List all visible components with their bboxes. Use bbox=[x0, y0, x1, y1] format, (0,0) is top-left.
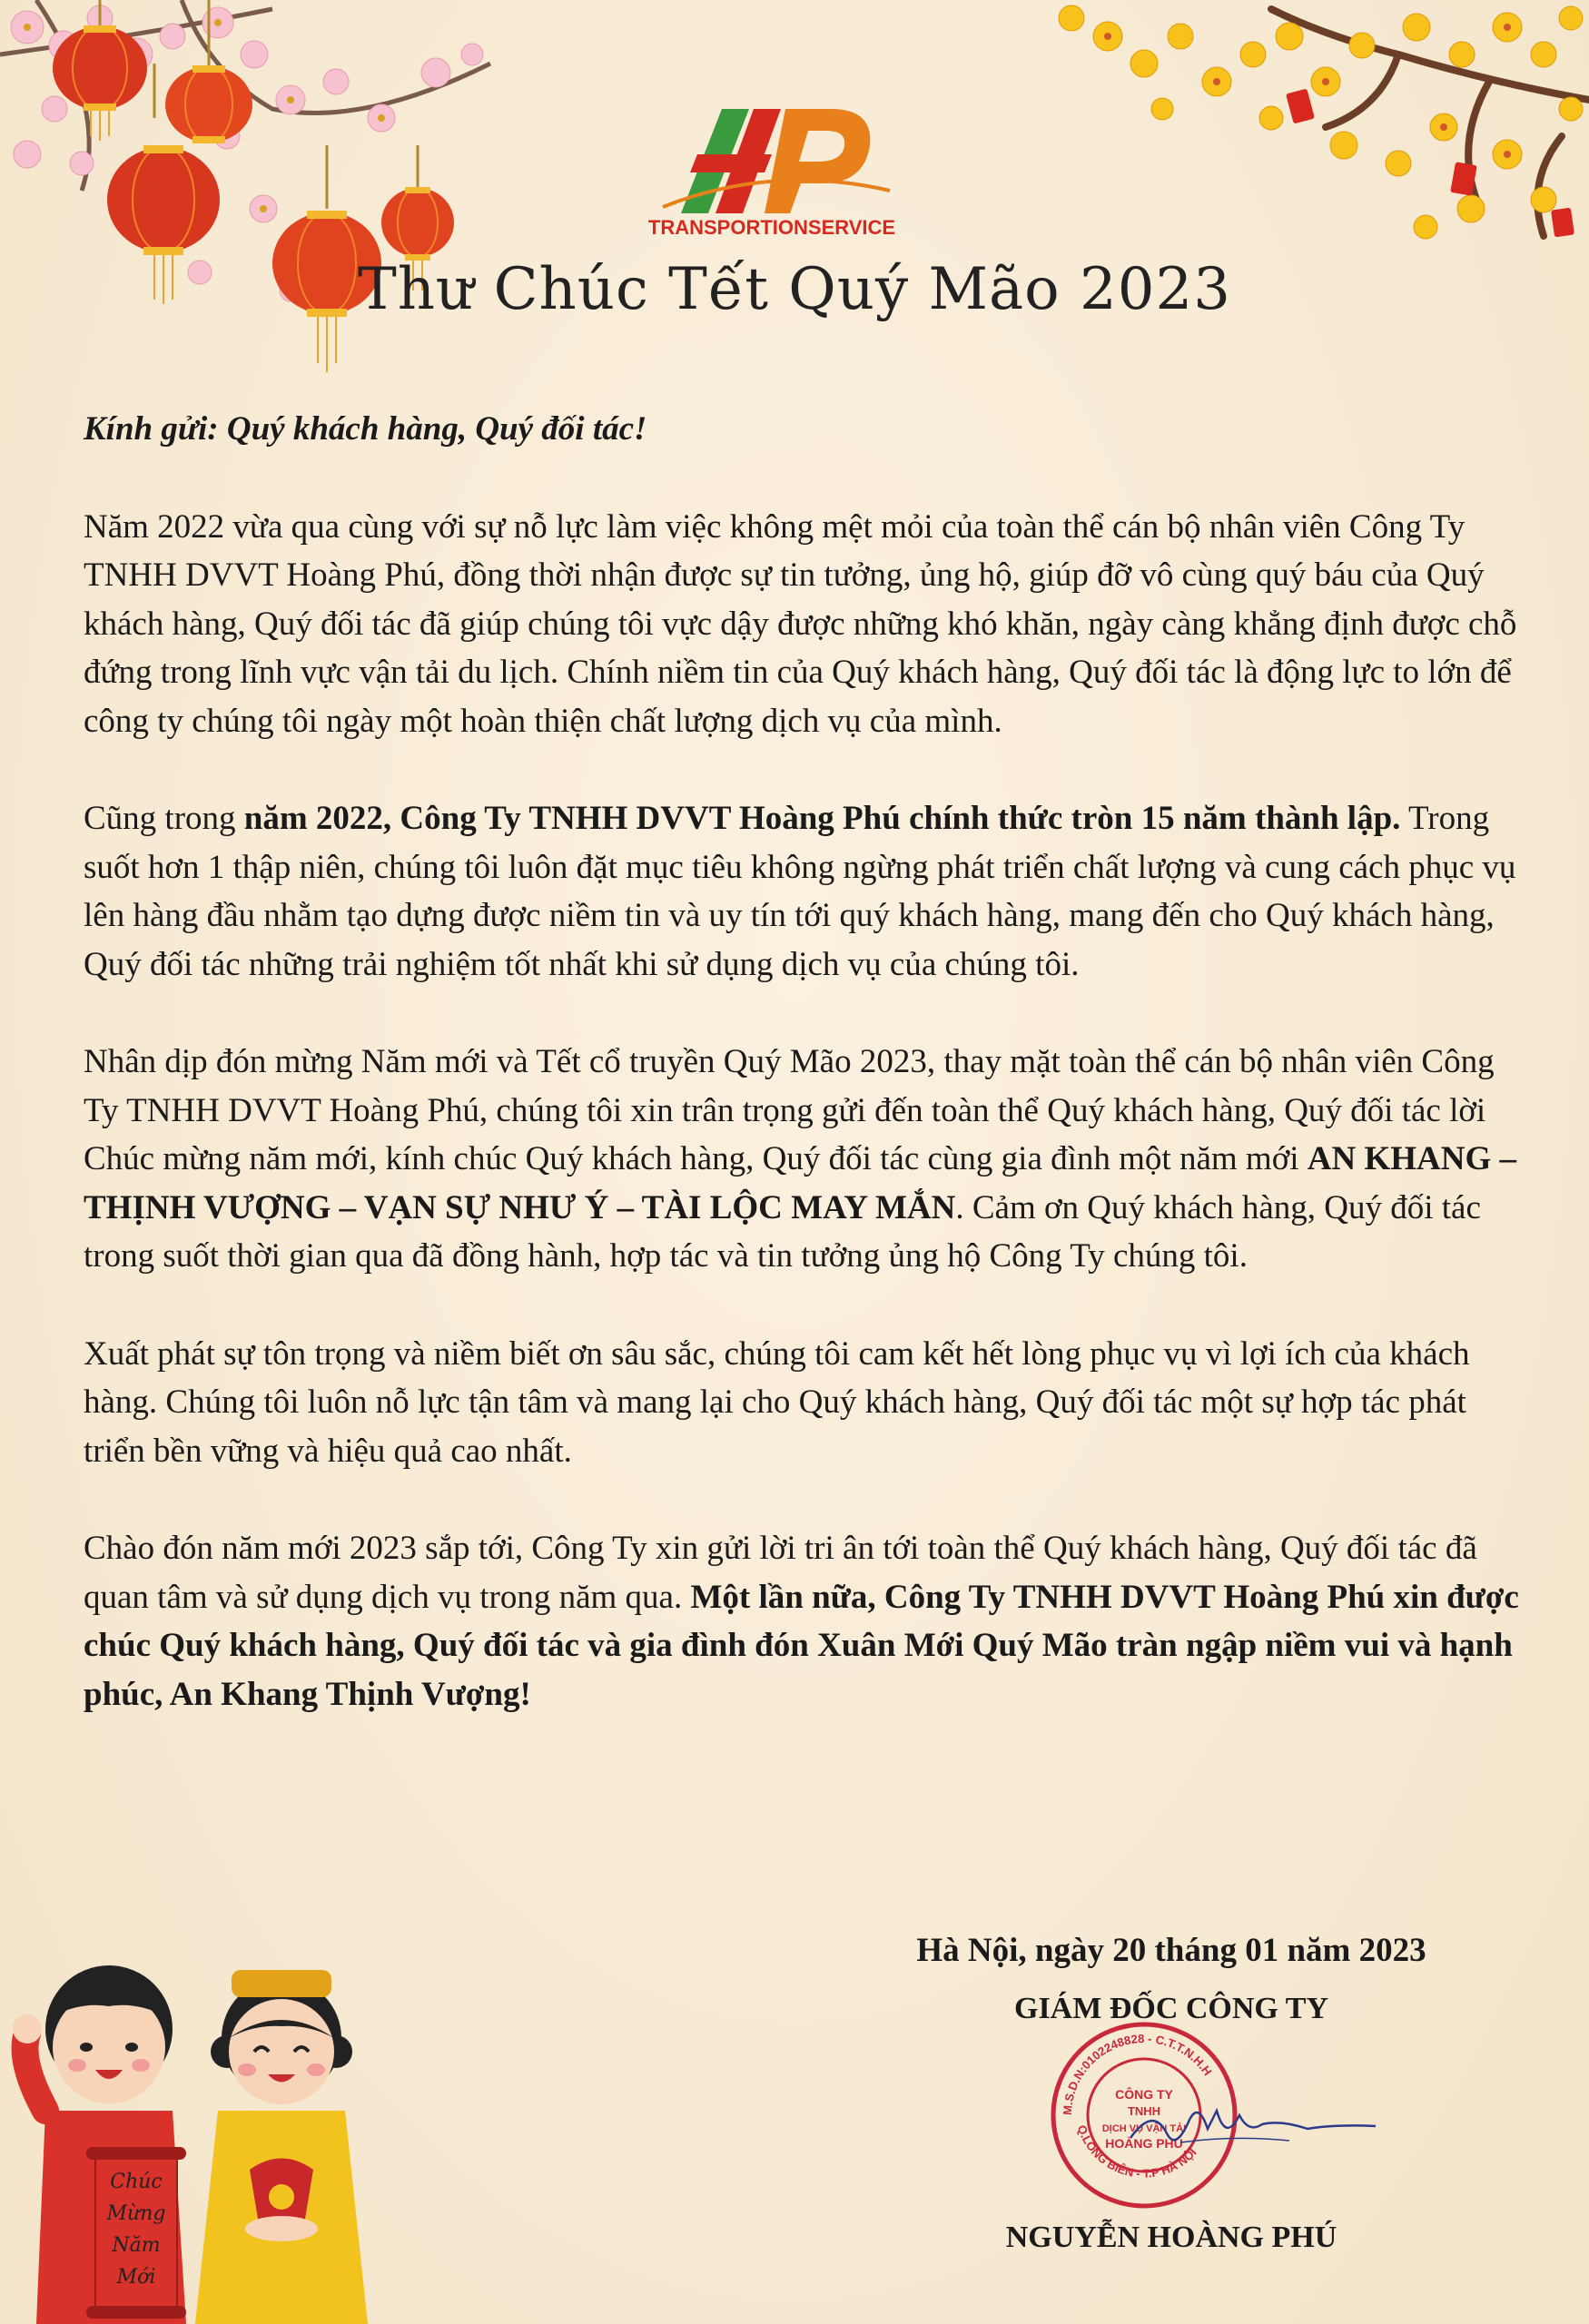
paragraph-3-wishes: AN KHANG – THỊNH VƯỢNG – VẠN SỰ NHƯ Ý – TÀI LỘC MAY MẮN bbox=[84, 1140, 1517, 1226]
scroll-line-4: Mới bbox=[116, 2266, 156, 2289]
stamp-line-4: HOÀNG PHÚ bbox=[1105, 2136, 1183, 2151]
paragraph-4: Xuất phát sự tôn trọng và niềm biết ơn sâu sắc, chúng tôi cam kết hết lòng phục vụ vì lợi ích của khách hàng. Chúng tôi luôn nỗ lực tận tâm và mang lại cho Quý khách hàng, Quý đối tác một sự hợp tác phát triển bền vững và hiệu quả cao nhất. bbox=[84, 1334, 1470, 1470]
greeting-line: Kính gửi: Quý khách hàng, Quý đối tác! bbox=[84, 410, 647, 448]
stamp-line-3: DỊCH VỤ VẬN TẢI bbox=[1101, 2123, 1187, 2134]
signer-name: NGUYỄN HOÀNG PHÚ bbox=[1005, 2221, 1337, 2254]
stamp-line-2: TNHH bbox=[1127, 2104, 1161, 2118]
paragraph-5-lead: Chào đón năm mới 2023 sắp tới, Công Ty xin gửi lời tri ân tới toàn thể Quý khách hàng, Quý đối tác đã quan tâm và sử dụng dịch vụ trong năm qua. bbox=[84, 1530, 1477, 1616]
signer-role: GIÁM ĐỐC CÔNG TY bbox=[1014, 1992, 1328, 2025]
apricot-blossom-decoration bbox=[1053, 0, 1589, 300]
paragraph-3-lead: Nhân dịp đón mừng Năm mới và Tết cổ truyền Quý Mão 2023, thay mặt toàn thể cán bộ nhân viên Công Ty TNHH DVVT Hoàng Phú, chúng tôi xin trân trọng gửi đến toàn thể Quý khách hàng, Quý đối tác lời Chúc mừng năm mới, kính chúc Quý khách hàng, Quý đối tác cùng gia đình một năm mới bbox=[84, 1043, 1495, 1177]
paragraph-1: Năm 2022 vừa qua cùng với sự nỗ lực làm việc không mệt mỏi của toàn thể cán bộ nhân viên Công Ty TNHH DVVT Hoàng Phú, đồng thời nhận được sự tin tưởng, ủng hộ, giúp đỡ vô cùng quý báu của Quý khách hàng, Quý đối tác đã giúp chúng tôi vực dậy được những khó khăn, ngày càng khẳng định được chỗ đứng trong lĩnh vực vận tải du lịch. Chính niềm tin của Quý khách hàng, Quý đối tác là động lực to lớn để công ty chúng tôi ngày một hoàn thiện chất lượng dịch vụ của mình. bbox=[84, 507, 1517, 740]
paragraph-2 bbox=[84, 794, 1523, 989]
letter-title: Thư Chúc Tết Quý Mão 2023 bbox=[358, 256, 1231, 323]
date-line: Hà Nội, ngày 20 tháng 01 năm 2023 bbox=[916, 1932, 1426, 1969]
handwritten-signature bbox=[1126, 2088, 1380, 2161]
stamp-ring-text: M.S.D.N:0102248828 - C.T.T.N.H.H bbox=[1060, 2031, 1215, 2116]
paragraph-2-lead: Cũng trong bbox=[84, 800, 244, 837]
stamp-line-1: CÔNG TY bbox=[1115, 2087, 1173, 2102]
paragraph-2-highlight: năm 2022, Công Ty TNHH DVVT Hoàng Phú chính thức tròn 15 năm thành lập. bbox=[243, 800, 1401, 837]
stamp-bottom-text: Q.LONG BIÊN - T.P HÀ NỘI bbox=[1074, 2122, 1199, 2181]
scroll-line-1: Chúc bbox=[110, 2171, 163, 2193]
hp-logo-mark bbox=[636, 100, 908, 213]
letter-body bbox=[84, 405, 1523, 1768]
paragraph-5 bbox=[84, 1524, 1523, 1718]
paragraph-3-rest: . Cảm ơn Quý khách hàng, Quý đối tác trong suốt thời gian qua đã đồng hành, hợp tác và tin tưởng ủng hộ Công Ty chúng tôi. bbox=[84, 1188, 1481, 1275]
kids-new-year-illustration bbox=[9, 1952, 381, 2324]
logo-tagline: TRANSPORTIONSERVICE bbox=[647, 216, 896, 239]
paragraph-3 bbox=[84, 1038, 1523, 1281]
scroll-line-2: Mừng bbox=[106, 2202, 166, 2225]
company-logo bbox=[636, 100, 908, 245]
scroll-line-3: Năm bbox=[112, 2234, 161, 2257]
paragraph-2-rest: Trong suốt hơn 1 thập niên, chúng tôi luôn đặt mục tiêu không ngừng phát triển chất lượng và cung cách phục vụ lên hàng đầu nhằm tạo dựng được niềm tin và uy tín tới quý khách hàng, mang đến cho Quý khách hàng, Quý đối tác những trải nghiệm tốt nhất khi sử dụng dịch vụ của chúng tôi. bbox=[84, 800, 1516, 983]
paragraph-5-closing: Một lần nữa, Công Ty TNHH DVVT Hoàng Phú xin được chúc Quý khách hàng, Quý đối tác và gia đình đón Xuân Mới Quý Mão tràn ngập niềm vui và hạnh phúc, An Khang Thịnh Vượng! bbox=[84, 1578, 1519, 1713]
lantern-blossom-decoration bbox=[0, 0, 508, 381]
